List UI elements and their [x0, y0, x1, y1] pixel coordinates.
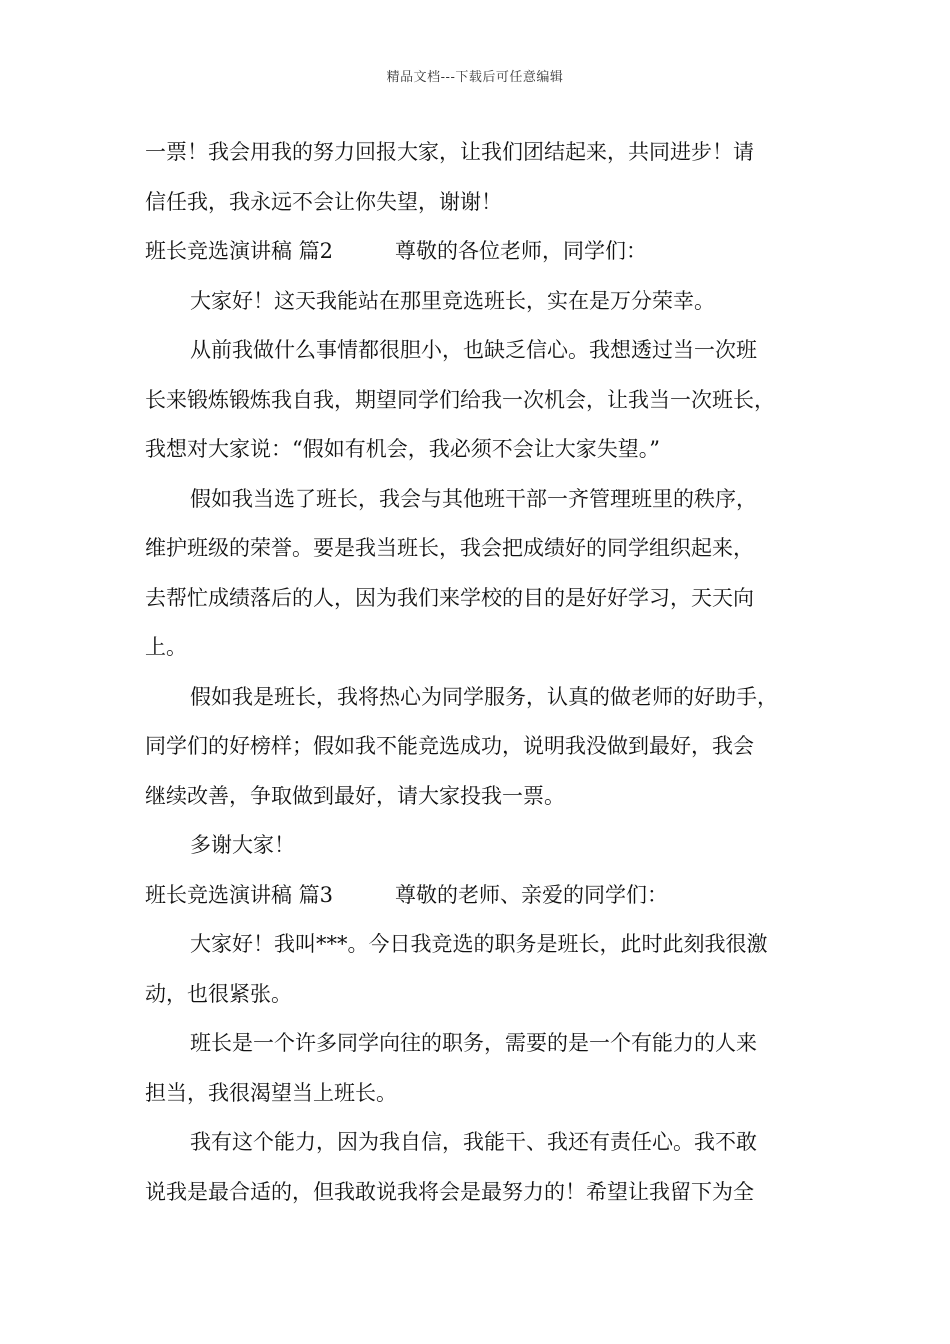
text-line: 说我是最合适的，但我敢说我将会是最努力的！希望让我留下为全 [145, 1179, 754, 1204]
text-line: 上。 [145, 635, 187, 659]
text-line: 我有这个能力，因为我自信，我能干、我还有责任心。我不敢 [190, 1130, 757, 1154]
text-line: 从前我做什么事情都很胆小，也缺乏信心。我想透过当一次班 [190, 338, 757, 362]
text-line: 假如我当选了班长，我会与其他班干部一齐管理班里的秩序， [190, 486, 757, 511]
text-line: 担当，我很渴望当上班长。 [145, 1080, 397, 1105]
text-line: 大家好！我叫***。今日我竞选的职务是班长，此时此刻我很激 [190, 932, 768, 956]
text-line: 维护班级的荣誉。要是我当班长，我会把成绩好的同学组织起来， [145, 536, 754, 560]
text-line: 我想对大家说：“假如有机会，我必须不会让大家失望。” [145, 437, 660, 461]
text-line: 去帮忙成绩落后的人，因为我们来学校的目的是好好学习，天天向 [145, 585, 754, 610]
section-heading-line [145, 871, 815, 921]
salutation: 尊敬的老师、亲爱的同学们： [395, 882, 668, 907]
text-line: 信任我，我永远不会让你失望，谢谢！ [145, 189, 502, 214]
text-line: 长来锻炼锻炼我自我，期望同学们给我一次机会，让我当一次班长， [145, 387, 775, 412]
text-line: 假如我是班长，我将热心为同学服务，认真的做老师的好助手， [190, 684, 778, 709]
text-line: 多谢大家！ [190, 833, 295, 857]
page-header: 精品文档---下载后可任意编辑 [386, 70, 564, 85]
text-line: 一票！我会用我的努力回报大家，让我们团结起来，共同进步！请 [145, 140, 754, 164]
document-body [145, 128, 815, 1217]
section-heading: 班长竞选演讲稿 篇2 [145, 239, 334, 263]
text-line: 动，也很紧张。 [145, 981, 292, 1006]
text-line: 继续改善，争取做到最好，请大家投我一票。 [145, 783, 565, 808]
section-heading-line [145, 227, 815, 277]
text-line: 同学们的好榜样；假如我不能竞选成功，说明我没做到最好，我会 [145, 734, 754, 758]
section-heading: 班长竞选演讲稿 篇3 [145, 882, 334, 907]
salutation: 尊敬的各位老师，同学们： [395, 239, 647, 263]
text-line: 班长是一个许多同学向往的职务，需要的是一个有能力的人来 [190, 1031, 757, 1055]
text-line: 大家好！这天我能站在那里竞选班长，实在是万分荣幸。 [190, 288, 715, 313]
